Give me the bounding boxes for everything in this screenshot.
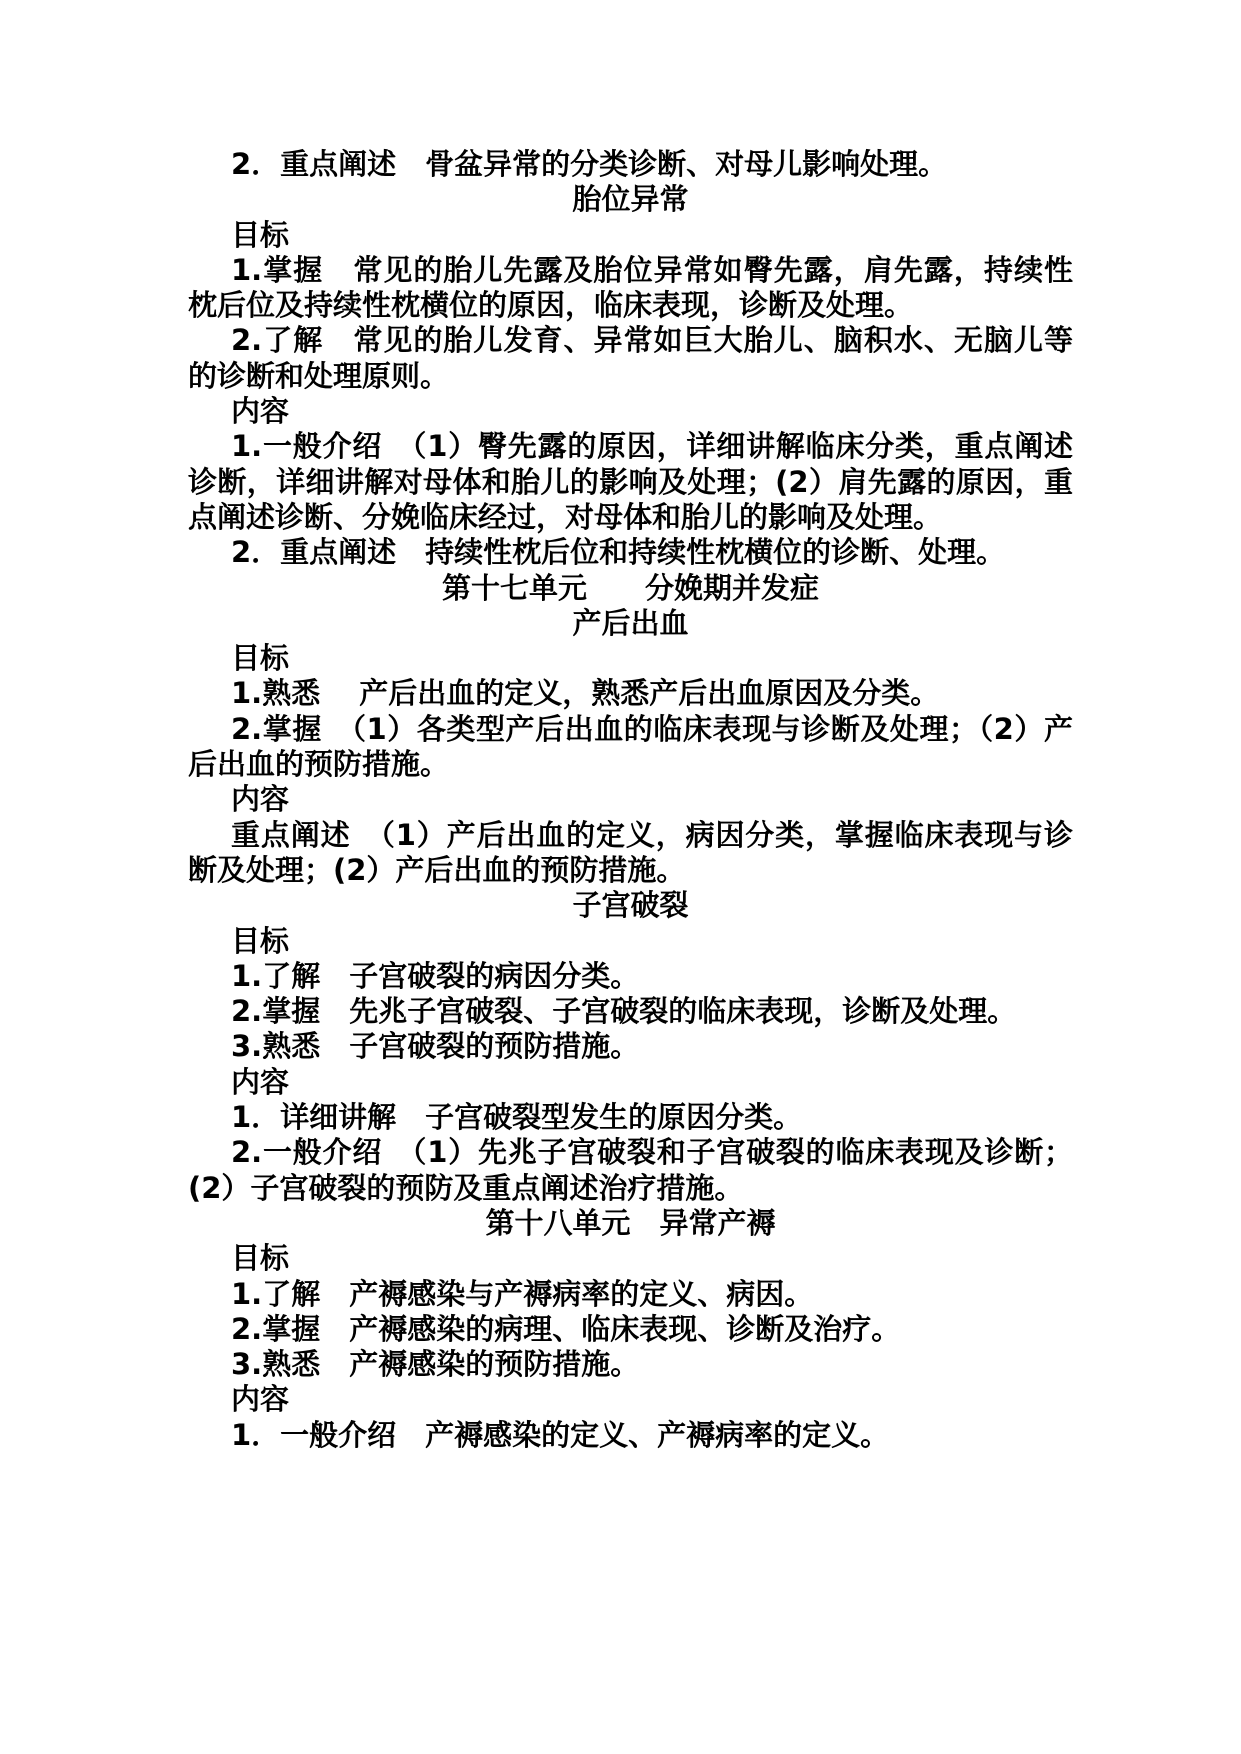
section-heading: 子宫破裂	[572, 888, 689, 923]
unit-heading: 第十八单元 异常产褥	[485, 1205, 776, 1240]
paragraph: 2.掌握 （1）各类型产后出血的临床表现与诊断及处理；（2）产后出血的预防措施。	[188, 711, 1073, 782]
subheading-goals: 目标	[231, 1241, 290, 1276]
subheading-content: 内容	[231, 1382, 290, 1417]
paragraph: 1．详细讲解 子宫破裂型发生的原因分类。	[231, 1100, 803, 1135]
paragraph: 3.熟悉 产褥感染的预防措施。	[231, 1347, 640, 1382]
subheading-goals: 目标	[231, 217, 290, 252]
subheading-content: 内容	[231, 394, 290, 429]
paragraph: 2．重点阐述 骨盆异常的分类诊断、对母儿影响处理。	[231, 147, 948, 181]
paragraph: 2．重点阐述 持续性枕后位和持续性枕横位的诊断、处理。	[231, 535, 1006, 570]
section-heading: 产后出血	[572, 605, 689, 640]
subheading-content: 内容	[231, 782, 290, 817]
paragraph: 1.了解 子宫破裂的病因分类。	[231, 958, 640, 993]
subheading-goals: 目标	[231, 641, 290, 676]
paragraph: 1.熟悉 产后出血的定义，熟悉产后出血原因及分类。	[231, 676, 940, 711]
paragraph: 2.掌握 先兆子宫破裂、子宫破裂的临床表现，诊断及处理。	[231, 994, 1017, 1029]
paragraph: 1.掌握 常见的胎儿先露及胎位异常如臀先露，肩先露，持续性枕后位及持续性枕横位的原因，临床表现，诊断及处理。	[188, 252, 1073, 323]
paragraph: 2.一般介绍 （1）先兆子宫破裂和子宫破裂的临床表现及诊断；(2）子宫破裂的预防及重点阐述治疗措施。	[188, 1135, 1073, 1205]
paragraph: 1.了解 产褥感染与产褥病率的定义、病因。	[231, 1276, 814, 1311]
document-body	[188, 147, 1073, 1453]
paragraph: 1.一般介绍 （1）臀先露的原因，详细讲解临床分类，重点阐述诊断，详细讲解对母体和胎儿的影响及处理；(2）肩先露的原因，重点阐述诊断、分娩临床经过，对母体和胎儿的影响及处理。	[188, 429, 1073, 534]
section-heading: 胎位异常	[572, 182, 689, 217]
paragraph: 1．一般介绍 产褥感染的定义、产褥病率的定义。	[231, 1417, 890, 1452]
subheading-content: 内容	[231, 1064, 290, 1099]
subheading-goals: 目标	[231, 923, 290, 958]
paragraph: 重点阐述 （1）产后出血的定义，病因分类，掌握临床表现与诊断及处理；(2）产后出血的预防措施。	[188, 817, 1073, 887]
paragraph: 2.了解 常见的胎儿发育、异常如巨大胎儿、脑积水、无脑儿等的诊断和处理原则。	[188, 323, 1073, 393]
paragraph: 2.掌握 产褥感染的病理、临床表现、诊断及治疗。	[231, 1311, 901, 1346]
unit-heading: 第十七单元 分娩期并发症	[441, 570, 819, 605]
paragraph: 3.熟悉 子宫破裂的预防措施。	[231, 1029, 640, 1064]
